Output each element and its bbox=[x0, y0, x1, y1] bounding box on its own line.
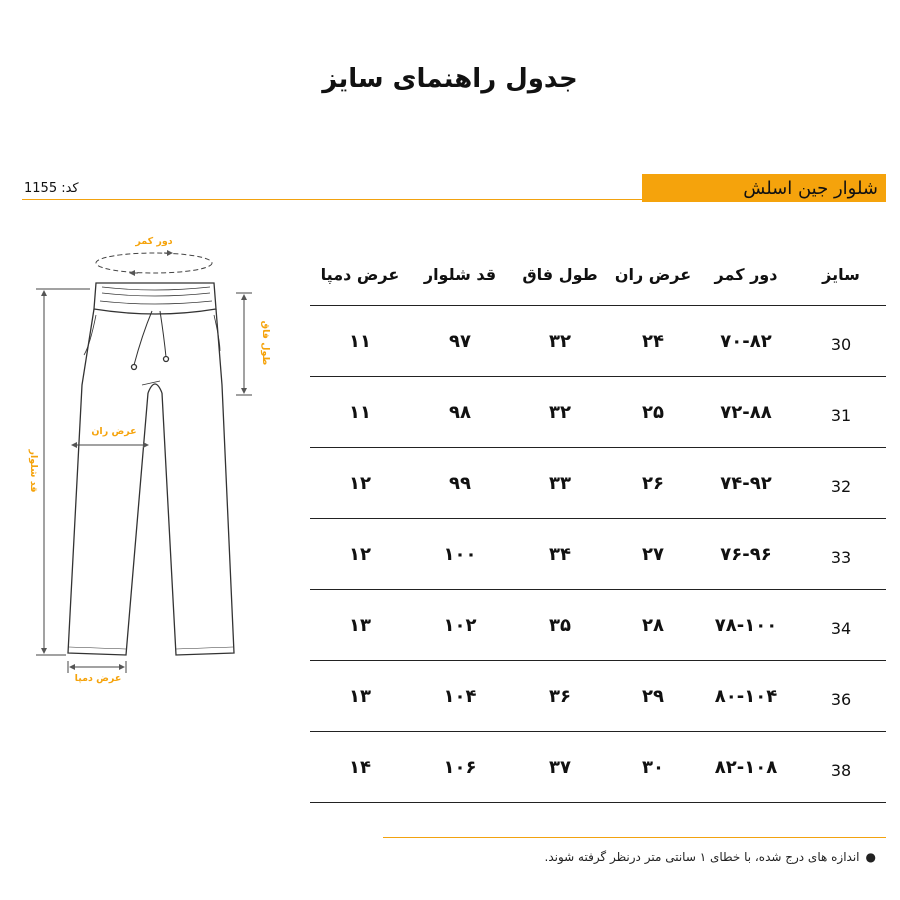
product-name: شلوار جین اسلش bbox=[743, 178, 878, 199]
cell-size: 36 bbox=[830, 689, 852, 709]
header-length: قد شلوار bbox=[423, 265, 497, 284]
cell-size: 31 bbox=[830, 405, 852, 425]
cell-size: 38 bbox=[830, 760, 852, 780]
hem-marker bbox=[68, 661, 126, 673]
cell-waist: ۷۰-۸۲ bbox=[720, 330, 772, 352]
product-name-tab bbox=[642, 174, 886, 202]
cell-thigh: ۲۹ bbox=[642, 685, 664, 707]
waist-circumference-marker bbox=[96, 253, 212, 273]
cell-length: ۱۰۲ bbox=[443, 614, 477, 636]
cell-thigh: ۲۷ bbox=[642, 543, 664, 565]
cell-waist: ۷۶-۹۶ bbox=[720, 543, 772, 565]
cell-length: ۹۹ bbox=[449, 472, 471, 494]
length-marker bbox=[36, 289, 90, 655]
cell-hem: ۱۲ bbox=[349, 543, 371, 565]
cell-rise: ۳۷ bbox=[549, 756, 571, 778]
cell-waist: ۷۲-۸۸ bbox=[720, 401, 772, 423]
cell-hem: ۱۳ bbox=[349, 614, 371, 636]
label-rise: طول فاق bbox=[260, 320, 271, 366]
cell-waist: ۸۲-۱۰۸ bbox=[714, 756, 778, 778]
header-hem: عرض دمپا bbox=[320, 265, 400, 284]
cell-thigh: ۲۴ bbox=[642, 330, 664, 352]
cell-hem: ۱۱ bbox=[349, 401, 371, 423]
cell-length: ۱۰۶ bbox=[443, 756, 477, 778]
bullet-icon: ● bbox=[865, 850, 876, 864]
table-row bbox=[310, 661, 886, 732]
header-rise: طول فاق bbox=[522, 265, 598, 284]
cell-hem: ۱۳ bbox=[349, 685, 371, 707]
pants-outline bbox=[68, 283, 234, 655]
note-text: اندازه های درج شده، با خطای ۱ سانتی متر درنظر گرفته شوند. bbox=[544, 850, 860, 864]
cell-rise: ۳۲ bbox=[549, 401, 571, 423]
table-row bbox=[310, 448, 886, 519]
measurement-note bbox=[545, 850, 877, 864]
cell-hem: ۱۱ bbox=[349, 330, 371, 352]
size-table bbox=[310, 244, 886, 803]
table-row bbox=[310, 377, 886, 448]
cell-rise: ۳۵ bbox=[549, 614, 571, 636]
cell-length: ۱۰۰ bbox=[443, 543, 477, 565]
header-waist: دور کمر bbox=[714, 265, 778, 284]
cell-length: ۹۸ bbox=[449, 401, 471, 423]
cell-size: 33 bbox=[830, 547, 852, 567]
label-length: قد شلوار bbox=[28, 449, 39, 493]
cell-waist: ۷۸-۱۰۰ bbox=[714, 614, 778, 636]
cell-size: 34 bbox=[830, 618, 852, 638]
page-title: جدول راهنمای سایز bbox=[322, 64, 578, 94]
label-waist: دور کمر bbox=[135, 236, 173, 247]
header-thigh: عرض ران bbox=[614, 265, 692, 284]
cell-rise: ۳۳ bbox=[549, 472, 571, 494]
table-row bbox=[310, 732, 886, 803]
cell-length: ۹۷ bbox=[449, 330, 471, 352]
table-row bbox=[310, 306, 886, 377]
cell-rise: ۳۴ bbox=[549, 543, 571, 565]
label-thigh: عرض ران bbox=[91, 426, 137, 437]
cell-thigh: ۲۵ bbox=[642, 401, 664, 423]
table-row bbox=[310, 519, 886, 590]
cell-rise: ۳۲ bbox=[549, 330, 571, 352]
cell-size: 30 bbox=[830, 334, 852, 354]
cell-size: 32 bbox=[830, 476, 852, 496]
cell-waist: ۸۰-۱۰۴ bbox=[714, 685, 778, 707]
cell-thigh: ۲۸ bbox=[642, 614, 664, 636]
cell-hem: ۱۲ bbox=[349, 472, 371, 494]
rise-marker bbox=[236, 293, 252, 395]
cell-waist: ۷۴-۹۲ bbox=[720, 472, 772, 494]
cell-thigh: ۳۰ bbox=[642, 756, 664, 778]
table-header-row bbox=[310, 244, 886, 306]
cell-length: ۱۰۴ bbox=[443, 685, 477, 707]
label-hem: عرض دمپا bbox=[74, 673, 122, 684]
cell-thigh: ۲۶ bbox=[642, 472, 664, 494]
pants-diagram bbox=[14, 225, 294, 695]
header-size: سایز bbox=[822, 265, 860, 284]
cell-hem: ۱۴ bbox=[349, 756, 371, 778]
product-code: کد: 1155 bbox=[24, 181, 79, 196]
cell-rise: ۳۶ bbox=[549, 685, 571, 707]
footer-divider bbox=[383, 837, 886, 838]
table-row bbox=[310, 590, 886, 661]
header-divider bbox=[22, 199, 642, 200]
